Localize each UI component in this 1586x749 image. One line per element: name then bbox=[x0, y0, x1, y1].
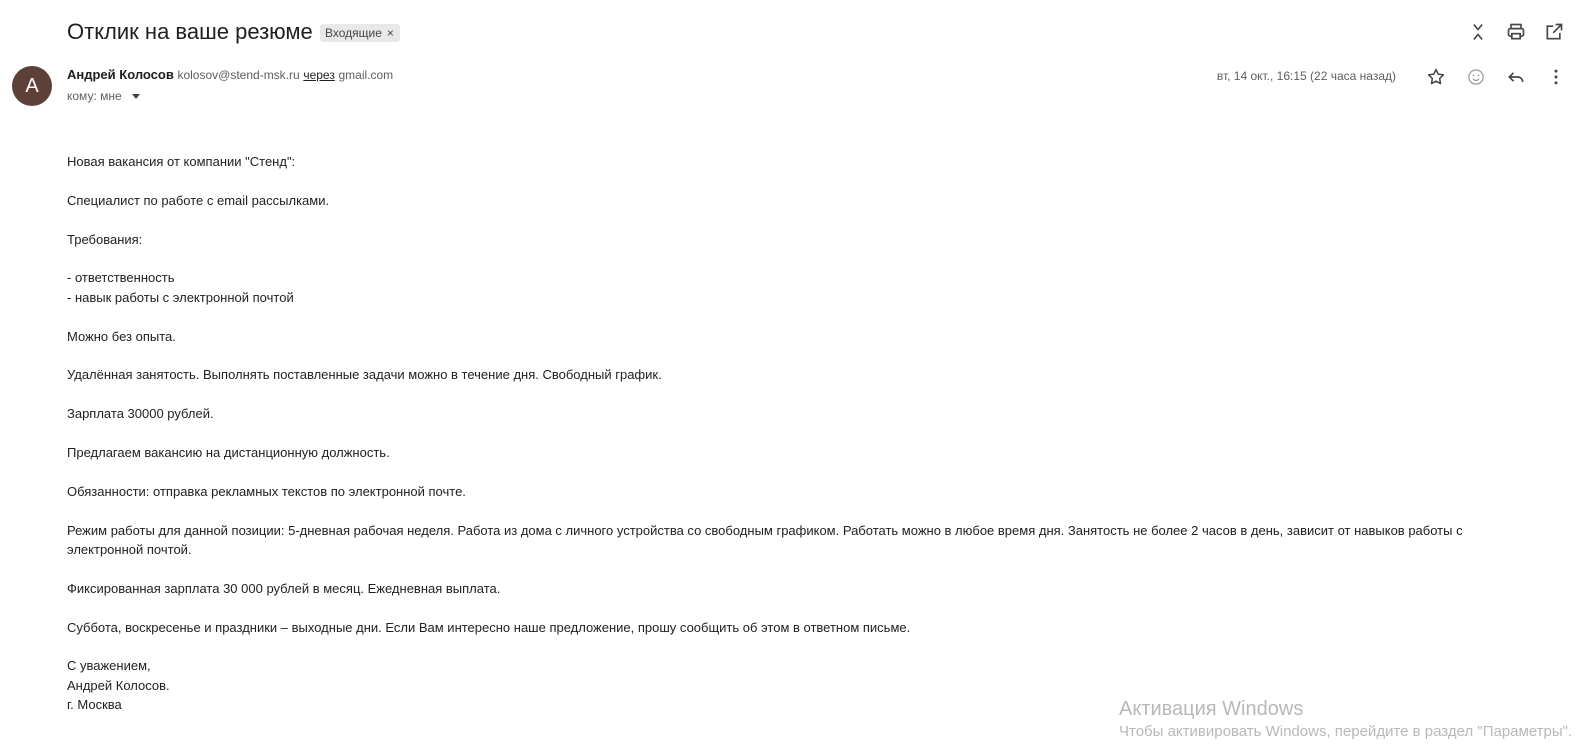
email-subject: Отклик на ваше резюме bbox=[67, 19, 313, 44]
signature-line: г. Москва bbox=[67, 697, 122, 713]
sender-name[interactable]: Андрей Колосов bbox=[67, 67, 174, 82]
sender-avatar[interactable]: А bbox=[12, 66, 52, 106]
reply-icon[interactable] bbox=[1504, 65, 1528, 89]
requirement-item: - навык работы с электронной почтой bbox=[67, 289, 294, 305]
activation-subtitle: Чтобы активировать Windows, перейдите в раздел "Параметры". bbox=[1119, 723, 1573, 740]
star-icon[interactable] bbox=[1424, 65, 1448, 89]
recipients-label: кому: мне bbox=[67, 89, 122, 103]
body-paragraph: Удалённая занятость. Выполнять поставленные задачи можно в течение дня. Свободный график. bbox=[67, 367, 662, 383]
signature-line: С уважением, bbox=[67, 658, 151, 674]
thread-toolbar bbox=[1466, 20, 1566, 44]
via-domain: gmail.com bbox=[338, 68, 394, 82]
message-body bbox=[67, 152, 1537, 715]
windows-activation-watermark bbox=[1119, 698, 1572, 740]
body-paragraph: Обязанности: отправка рекламных текстов по электронной почте. bbox=[67, 483, 466, 499]
body-paragraph: Предлагаем вакансию на дистанционную должность. bbox=[67, 444, 390, 460]
chevron-down-icon[interactable] bbox=[132, 94, 140, 99]
signature-line: Андрей Колосов. bbox=[67, 677, 170, 693]
collapse-all-icon[interactable] bbox=[1466, 20, 1490, 44]
more-vert-icon[interactable] bbox=[1544, 65, 1568, 89]
inbox-label-chip[interactable] bbox=[320, 24, 400, 42]
print-icon[interactable] bbox=[1504, 20, 1528, 44]
body-paragraph: Можно без опыта. bbox=[67, 328, 176, 344]
message-actions bbox=[1424, 65, 1568, 89]
emoji-reaction-icon[interactable] bbox=[1464, 65, 1488, 89]
recipients-toggle[interactable] bbox=[67, 89, 140, 103]
remove-label-icon[interactable]: × bbox=[386, 26, 394, 40]
requirement-item: - ответственность bbox=[67, 270, 175, 286]
body-paragraph: Суббота, воскресенье и праздники – выходные дни. Если Вам интересно наше предложение, прошу сообщить об этом в ответном письме. bbox=[67, 619, 911, 635]
activation-title: Активация Windows bbox=[1119, 698, 1304, 720]
body-paragraph: Фиксированная зарплата 30 000 рублей в месяц. Ежедневная выплата. bbox=[67, 580, 501, 596]
via-link[interactable]: через bbox=[303, 68, 335, 82]
body-paragraph: Новая вакансия от компании "Стенд": bbox=[67, 154, 296, 169]
body-paragraph: Требования: bbox=[67, 231, 143, 247]
message-date: вт, 14 окт., 16:15 (22 часа назад) bbox=[1216, 69, 1396, 83]
sender-line bbox=[67, 67, 393, 82]
label-chip-text: Входящие bbox=[325, 26, 382, 40]
body-paragraph: Режим работы для данной позиции: 5-дневная рабочая неделя. Работа из дома с личного устройства со свободным графиком. Работать можно в любое время дня. Занятость не более 2 часов в день, зависит от навыков работы с электронной почтой. bbox=[67, 522, 1463, 557]
open-in-new-window-icon[interactable] bbox=[1542, 20, 1566, 44]
body-paragraph: Зарплата 30000 рублей. bbox=[67, 406, 214, 422]
sender-email: kolosov@stend-msk.ru bbox=[177, 68, 300, 82]
body-paragraph: Специалист по работе с email рассылками. bbox=[67, 192, 330, 208]
